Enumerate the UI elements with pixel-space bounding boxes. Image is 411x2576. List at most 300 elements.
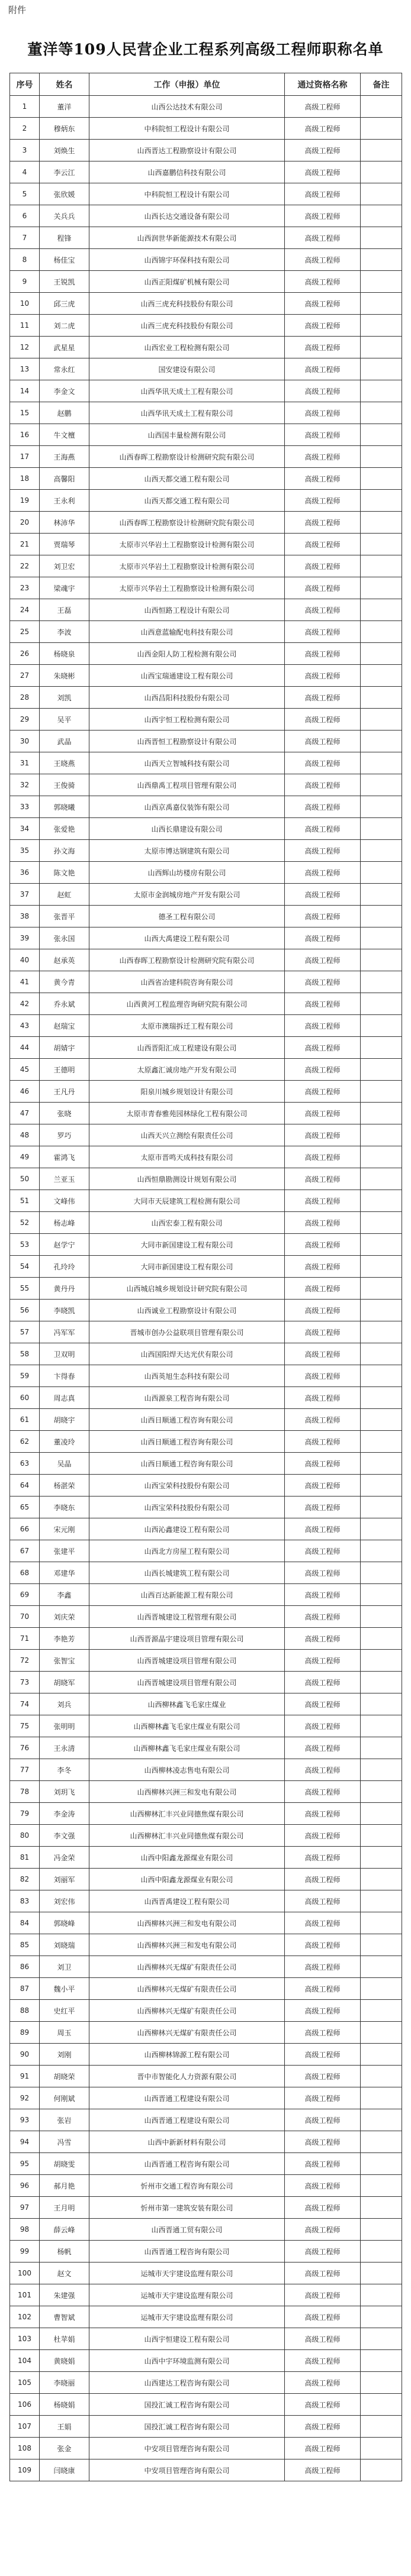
cell-name: 刘卫宏 [40, 555, 89, 577]
cell-name: 冯金荣 [40, 1847, 89, 1869]
cell-index: 78 [10, 1781, 40, 1803]
cell-qualification: 高级工程师 [285, 1956, 361, 1978]
cell-index: 38 [10, 906, 40, 927]
table-row [10, 1562, 402, 1584]
cell-remark [361, 1453, 402, 1475]
cell-qualification: 高级工程师 [285, 490, 361, 512]
cell-index: 17 [10, 446, 40, 468]
cell-qualification: 高级工程师 [285, 2175, 361, 2197]
cell-index: 57 [10, 1321, 40, 1343]
cell-index: 74 [10, 1693, 40, 1715]
cell-name: 吴平 [40, 709, 89, 731]
cell-index: 102 [10, 2306, 40, 2328]
cell-remark [361, 490, 402, 512]
cell-index: 50 [10, 1168, 40, 1190]
cell-remark [361, 402, 402, 424]
cell-unit: 山西天兴立测绘有限责任公司 [89, 1124, 285, 1146]
cell-remark [361, 1409, 402, 1431]
cell-qualification: 高级工程师 [285, 1059, 361, 1081]
cell-qualification: 高级工程师 [285, 906, 361, 927]
cell-remark [361, 1912, 402, 1934]
header-qualification: 通过资格名称 [285, 73, 361, 96]
cell-name: 王德明 [40, 1059, 89, 1081]
cell-remark [361, 862, 402, 884]
header-name: 姓名 [40, 73, 89, 96]
cell-index: 34 [10, 818, 40, 840]
table-row [10, 1497, 402, 1518]
cell-remark [361, 1475, 402, 1497]
cell-qualification: 高级工程师 [285, 993, 361, 1015]
cell-qualification: 高级工程师 [285, 271, 361, 293]
cell-name: 武晶 [40, 731, 89, 752]
cell-unit: 山西昌阳科技股份有限公司 [89, 687, 285, 709]
cell-name: 李鑫 [40, 1584, 89, 1606]
cell-qualification: 高级工程师 [285, 818, 361, 840]
cell-name: 何刚斌 [40, 2087, 89, 2109]
cell-name: 王海燕 [40, 446, 89, 468]
cell-unit: 山西春晖工程勘察设计检测研究院有限公司 [89, 446, 285, 468]
cell-unit: 山西中宇环境监测有限公司 [89, 2350, 285, 2372]
cell-qualification: 高级工程师 [285, 512, 361, 534]
cell-qualification: 高级工程师 [285, 1693, 361, 1715]
cell-unit: 太原市青春雅苑园林绿化工程有限公司 [89, 1103, 285, 1124]
cell-name: 杨帆 [40, 2241, 89, 2263]
cell-remark [361, 2000, 402, 2022]
table-row [10, 1934, 402, 1956]
table-row [10, 2066, 402, 2087]
table-row [10, 555, 402, 577]
table-row [10, 884, 402, 906]
cell-unit: 山西中阳鑫龙源煤业有限公司 [89, 1869, 285, 1890]
cell-unit: 山西柳林兴无煤矿有限责任公司 [89, 1956, 285, 1978]
cell-qualification: 高级工程师 [285, 1518, 361, 1540]
cell-qualification: 高级工程师 [285, 2000, 361, 2022]
table-row [10, 2372, 402, 2394]
cell-qualification: 高级工程师 [285, 1781, 361, 1803]
table-row [10, 468, 402, 490]
cell-name: 高馨阳 [40, 468, 89, 490]
table-row [10, 490, 402, 512]
cell-unit: 阳泉川城乡规划设计有限公司 [89, 1081, 285, 1103]
cell-unit: 中科院恒工程设计有限公司 [89, 118, 285, 140]
cell-index: 81 [10, 1847, 40, 1869]
cell-name: 王凡丹 [40, 1081, 89, 1103]
table-row [10, 840, 402, 862]
cell-name: 朱晓彬 [40, 665, 89, 687]
cell-index: 89 [10, 2022, 40, 2044]
cell-name: 穆炳东 [40, 118, 89, 140]
cell-qualification: 高级工程师 [285, 315, 361, 337]
cell-index: 85 [10, 1934, 40, 1956]
cell-index: 49 [10, 1146, 40, 1168]
cell-unit: 山西国阳焊天达光伏有限公司 [89, 1343, 285, 1365]
cell-name: 孔玲玲 [40, 1256, 89, 1278]
table-row [10, 1869, 402, 1890]
cell-unit: 太原市兴华岩土工程勘察设计检测有限公司 [89, 534, 285, 555]
cell-index: 2 [10, 118, 40, 140]
cell-qualification: 高级工程师 [285, 1978, 361, 2000]
cell-unit: 太原鑫汇诚房地产开发有限公司 [89, 1059, 285, 1081]
table-row [10, 1431, 402, 1453]
cell-unit: 山西宇恒工程检测有限公司 [89, 709, 285, 731]
cell-index: 75 [10, 1715, 40, 1737]
table-row [10, 1628, 402, 1650]
cell-remark [361, 687, 402, 709]
cell-name: 曹智斌 [40, 2306, 89, 2328]
cell-remark [361, 1606, 402, 1628]
cell-unit: 太原市金润城房地产开发有限公司 [89, 884, 285, 906]
cell-remark [361, 1343, 402, 1365]
table-row [10, 752, 402, 774]
cell-unit: 中科院恒工程设计有限公司 [89, 183, 285, 205]
cell-remark [361, 971, 402, 993]
cell-unit: 山西宝瑞通建设工程有限公司 [89, 665, 285, 687]
cell-qualification: 高级工程师 [285, 1847, 361, 1869]
cell-remark [361, 315, 402, 337]
table-row [10, 2438, 402, 2459]
cell-qualification: 高级工程师 [285, 1278, 361, 1300]
cell-index: 95 [10, 2153, 40, 2175]
cell-remark [361, 1869, 402, 1890]
cell-index: 30 [10, 731, 40, 752]
cell-index: 107 [10, 2416, 40, 2438]
cell-name: 赵瑞宝 [40, 1015, 89, 1037]
cell-unit: 山西黄河工程监理咨询研究院有限公司 [89, 993, 285, 1015]
table-row [10, 2328, 402, 2350]
cell-index: 27 [10, 665, 40, 687]
cell-remark [361, 2328, 402, 2350]
cell-remark [361, 1825, 402, 1847]
cell-unit: 太原市澳瑞拆迁工程有限公司 [89, 1015, 285, 1037]
cell-index: 71 [10, 1628, 40, 1650]
cell-remark [361, 993, 402, 1015]
cell-name: 刘兵 [40, 1693, 89, 1715]
cell-unit: 山西日顺通工程咨询有限公司 [89, 1409, 285, 1431]
cell-name: 程锋 [40, 227, 89, 249]
cell-unit: 山西国丰量检测有限公司 [89, 424, 285, 446]
cell-name: 文峰伟 [40, 1190, 89, 1212]
cell-remark [361, 2241, 402, 2263]
cell-index: 9 [10, 271, 40, 293]
cell-name: 张建平 [40, 1540, 89, 1562]
cell-remark [361, 1103, 402, 1124]
table-row [10, 1781, 402, 1803]
cell-index: 67 [10, 1540, 40, 1562]
cell-unit: 山西三虎充科技股份有限公司 [89, 293, 285, 315]
table-row [10, 927, 402, 949]
table-row [10, 337, 402, 358]
cell-unit: 山西晋城建设项目管理有限公司 [89, 1650, 285, 1672]
cell-index: 73 [10, 1672, 40, 1693]
cell-qualification: 高级工程师 [285, 1497, 361, 1518]
cell-remark [361, 424, 402, 446]
cell-index: 62 [10, 1431, 40, 1453]
cell-unit: 山西锦宇环保科技有限公司 [89, 249, 285, 271]
table-row [10, 205, 402, 227]
table-row [10, 1212, 402, 1234]
cell-remark [361, 949, 402, 971]
cell-remark [361, 1037, 402, 1059]
cell-remark [361, 183, 402, 205]
cell-unit: 山西宏泰工程有限公司 [89, 1212, 285, 1234]
table-row [10, 1912, 402, 1934]
cell-qualification: 高级工程师 [285, 2306, 361, 2328]
cell-name: 胡婧宇 [40, 1037, 89, 1059]
cell-unit: 山西晋通工程咨询有限公司 [89, 2241, 285, 2263]
cell-unit: 山西柳林鑫飞毛家庄煤业有限公司 [89, 1715, 285, 1737]
cell-unit: 山西柳林兴洲三和发电有限公司 [89, 1934, 285, 1956]
cell-name: 李晓丽 [40, 2372, 89, 2394]
cell-unit: 山西晋通工贸有限公司 [89, 2219, 285, 2241]
cell-qualification: 高级工程师 [285, 1890, 361, 1912]
cell-remark [361, 665, 402, 687]
cell-index: 28 [10, 687, 40, 709]
cell-remark [361, 2416, 402, 2438]
table-row [10, 1890, 402, 1912]
table-row [10, 1124, 402, 1146]
cell-name: 王磊 [40, 599, 89, 621]
table-row [10, 2153, 402, 2175]
cell-name: 闫晓康 [40, 2459, 89, 2481]
cell-index: 37 [10, 884, 40, 906]
cell-remark [361, 249, 402, 271]
cell-qualification: 高级工程师 [285, 96, 361, 118]
cell-remark [361, 2263, 402, 2284]
cell-unit: 山西晋源晶宇建设项目管理有限公司 [89, 1628, 285, 1650]
cell-index: 101 [10, 2284, 40, 2306]
table-row [10, 1168, 402, 1190]
cell-qualification: 高级工程师 [285, 2044, 361, 2066]
cell-name: 常永红 [40, 358, 89, 380]
cell-unit: 山西润世华新能源技术有限公司 [89, 227, 285, 249]
cell-index: 44 [10, 1037, 40, 1059]
table-row [10, 1321, 402, 1343]
cell-remark [361, 534, 402, 555]
table-row [10, 293, 402, 315]
cell-unit: 中安项目管理咨询有限公司 [89, 2438, 285, 2459]
table-row [10, 2131, 402, 2153]
cell-unit: 山西日顺通工程咨询有限公司 [89, 1431, 285, 1453]
table-row [10, 1081, 402, 1103]
cell-name: 黄晓娟 [40, 2350, 89, 2372]
cell-unit: 山西晋通工程建设有限公司 [89, 2087, 285, 2109]
cell-qualification: 高级工程师 [285, 665, 361, 687]
cell-qualification: 高级工程师 [285, 1912, 361, 1934]
cell-index: 52 [10, 1212, 40, 1234]
cell-qualification: 高级工程师 [285, 380, 361, 402]
cell-qualification: 高级工程师 [285, 1124, 361, 1146]
cell-name: 董凌玲 [40, 1431, 89, 1453]
cell-name: 刘丽军 [40, 1869, 89, 1890]
table-row [10, 1606, 402, 1628]
cell-unit: 山西春晖工程勘察设计检测研究院有限公司 [89, 512, 285, 534]
table-header-row [10, 73, 402, 96]
cell-remark [361, 1497, 402, 1518]
cell-name: 赵鹏 [40, 402, 89, 424]
cell-unit: 山西柳林汇丰兴业同德焦煤有限公司 [89, 1803, 285, 1825]
table-row [10, 577, 402, 599]
cell-unit: 山西宝荣科技股份有限公司 [89, 1475, 285, 1497]
table-row [10, 1737, 402, 1759]
cell-qualification: 高级工程师 [285, 2416, 361, 2438]
cell-unit: 山西日顺通工程咨询有限公司 [89, 1453, 285, 1475]
cell-unit: 山西晋通工程建设有限公司 [89, 2109, 285, 2131]
cell-name: 王永清 [40, 1737, 89, 1759]
cell-name: 王俊骑 [40, 774, 89, 796]
cell-name: 陈文艳 [40, 862, 89, 884]
cell-index: 109 [10, 2459, 40, 2481]
cell-qualification: 高级工程师 [285, 118, 361, 140]
cell-index: 48 [10, 1124, 40, 1146]
cell-unit: 中安项目管理咨询有限公司 [89, 2459, 285, 2481]
cell-unit: 山西源泉工程咨询有限公司 [89, 1387, 285, 1409]
cell-qualification: 高级工程师 [285, 2241, 361, 2263]
cell-remark [361, 2153, 402, 2175]
cell-remark [361, 512, 402, 534]
cell-unit: 山西柳林锦源工程有限公司 [89, 2044, 285, 2066]
cell-qualification: 高级工程师 [285, 862, 361, 884]
cell-index: 70 [10, 1606, 40, 1628]
table-row [10, 2459, 402, 2481]
cell-remark [361, 1168, 402, 1190]
cell-unit: 山西恒鼎勘测设计规划有限公司 [89, 1168, 285, 1190]
cell-unit: 山西晋城建设项目管理有限公司 [89, 1672, 285, 1693]
cell-unit: 山西百达新能源工程有限公司 [89, 1584, 285, 1606]
cell-index: 35 [10, 840, 40, 862]
cell-name: 王月明 [40, 2197, 89, 2219]
cell-index: 96 [10, 2175, 40, 2197]
table-row [10, 380, 402, 402]
cell-qualification: 高级工程师 [285, 1015, 361, 1037]
cell-qualification: 高级工程师 [285, 2066, 361, 2087]
cell-remark [361, 1146, 402, 1168]
cell-name: 郭晓峰 [40, 1912, 89, 1934]
cell-index: 69 [10, 1584, 40, 1606]
cell-unit: 山西辉山坊楼房有限公司 [89, 862, 285, 884]
cell-qualification: 高级工程师 [285, 140, 361, 161]
cell-qualification: 高级工程师 [285, 2263, 361, 2284]
cell-unit: 山西诚业工程勘察设计有限公司 [89, 1300, 285, 1321]
cell-index: 10 [10, 293, 40, 315]
cell-name: 卞得春 [40, 1365, 89, 1387]
cell-name: 郝月艳 [40, 2175, 89, 2197]
cell-name: 宋元刚 [40, 1518, 89, 1540]
cell-remark [361, 621, 402, 643]
cell-unit: 忻州市交通工程咨询有限公司 [89, 2175, 285, 2197]
cell-index: 83 [10, 1890, 40, 1912]
cell-remark [361, 1015, 402, 1037]
cell-name: 李金涛 [40, 1803, 89, 1825]
table-row [10, 1256, 402, 1278]
cell-name: 杜苹娟 [40, 2328, 89, 2350]
cell-name: 王永利 [40, 490, 89, 512]
cell-qualification: 高级工程师 [285, 2153, 361, 2175]
cell-remark [361, 1518, 402, 1540]
table-row [10, 993, 402, 1015]
cell-index: 53 [10, 1234, 40, 1256]
table-row [10, 2087, 402, 2109]
table-row [10, 2394, 402, 2416]
cell-remark [361, 205, 402, 227]
cell-unit: 山西柳林汇丰兴业同德焦煤有限公司 [89, 1825, 285, 1847]
cell-qualification: 高级工程师 [285, 424, 361, 446]
table-row [10, 2000, 402, 2022]
cell-index: 36 [10, 862, 40, 884]
cell-unit: 山西柳林鑫飞毛家庄煤业有限公司 [89, 1737, 285, 1759]
table-row [10, 709, 402, 731]
cell-index: 105 [10, 2372, 40, 2394]
cell-unit: 山西北方房屋工程有限公司 [89, 1540, 285, 1562]
table-row [10, 1978, 402, 2000]
cell-remark [361, 1584, 402, 1606]
table-row [10, 1300, 402, 1321]
cell-index: 39 [10, 927, 40, 949]
cell-unit: 山西三虎充科技股份有限公司 [89, 315, 285, 337]
cell-unit: 国投汇诚工程咨询有限公司 [89, 2394, 285, 2416]
table-row [10, 1037, 402, 1059]
cell-qualification: 高级工程师 [285, 1321, 361, 1343]
cell-remark [361, 643, 402, 665]
cell-name: 罗巧 [40, 1124, 89, 1146]
table-row [10, 446, 402, 468]
cell-name: 张金 [40, 2438, 89, 2459]
cell-remark [361, 1628, 402, 1650]
cell-qualification: 高级工程师 [285, 183, 361, 205]
cell-remark [361, 1562, 402, 1584]
cell-name: 杨志峰 [40, 1212, 89, 1234]
cell-index: 98 [10, 2219, 40, 2241]
cell-remark [361, 1365, 402, 1387]
cell-remark [361, 2131, 402, 2153]
table-row [10, 227, 402, 249]
cell-unit: 晋城市创办公益联项目管理有限公司 [89, 1321, 285, 1343]
cell-unit: 山西晋通工程咨询有限公司 [89, 2153, 285, 2175]
table-row [10, 1759, 402, 1781]
cell-name: 杨晓泉 [40, 643, 89, 665]
cell-index: 12 [10, 337, 40, 358]
cell-remark [361, 2087, 402, 2109]
cell-name: 李晓凯 [40, 1300, 89, 1321]
cell-unit: 山西长鼎建设有限公司 [89, 818, 285, 840]
cell-remark [361, 118, 402, 140]
table-row [10, 1715, 402, 1737]
table-row [10, 1453, 402, 1475]
cell-index: 46 [10, 1081, 40, 1103]
table-row [10, 1956, 402, 1978]
cell-name: 杨佳宝 [40, 249, 89, 271]
cell-remark [361, 577, 402, 599]
cell-name: 张永国 [40, 927, 89, 949]
cell-index: 8 [10, 249, 40, 271]
cell-remark [361, 2459, 402, 2481]
cell-name: 刘玥飞 [40, 1781, 89, 1803]
cell-remark [361, 1650, 402, 1672]
cell-remark [361, 752, 402, 774]
cell-index: 11 [10, 315, 40, 337]
cell-unit: 大同市新国建设工程有限公司 [89, 1256, 285, 1278]
table-row [10, 402, 402, 424]
cell-qualification: 高级工程师 [285, 2350, 361, 2372]
cell-name: 李文强 [40, 1825, 89, 1847]
cell-index: 91 [10, 2066, 40, 2087]
cell-index: 23 [10, 577, 40, 599]
cell-unit: 山西晋禹建设工程有限公司 [89, 1890, 285, 1912]
cell-unit: 山西春晖工程勘察设计检测研究院有限公司 [89, 949, 285, 971]
cell-remark [361, 1300, 402, 1321]
cell-name: 周志真 [40, 1387, 89, 1409]
cell-index: 66 [10, 1518, 40, 1540]
cell-unit: 山西柳林凌志售电有限公司 [89, 1759, 285, 1781]
